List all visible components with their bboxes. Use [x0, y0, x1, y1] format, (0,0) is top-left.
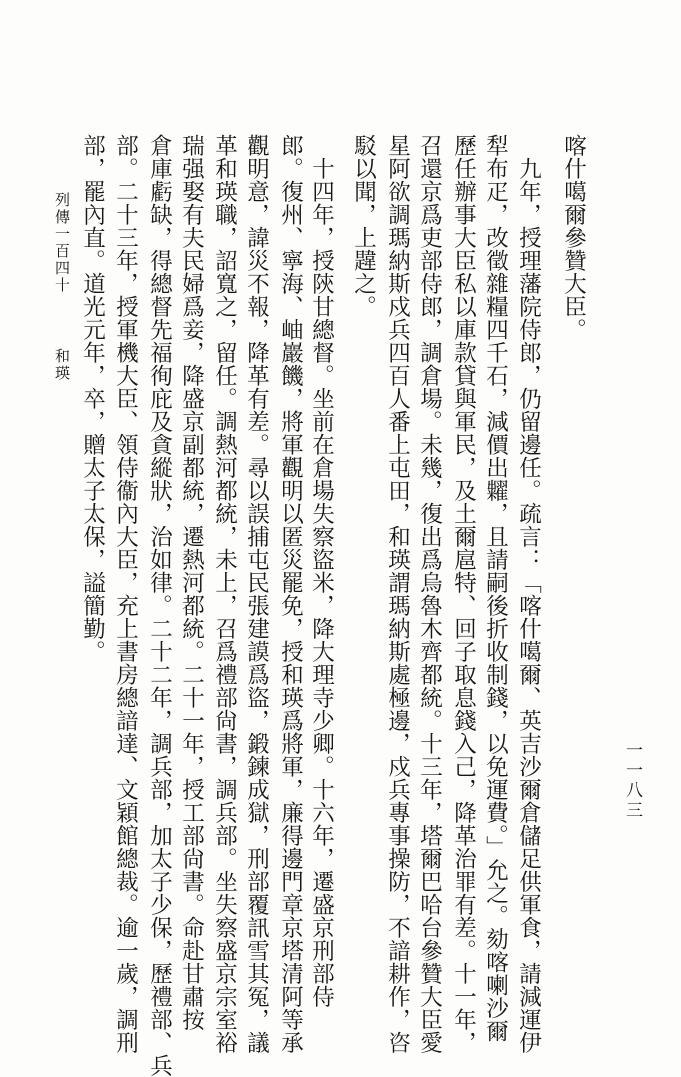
text-column-8: 十四年，授陝甘總督。坐前在倉場失察盜米，降大理寺少卿。十六年，遷盛京刑部侍	[308, 157, 335, 1008]
running-footer-name: 和瑛	[53, 348, 71, 382]
text-column-10: 觀明意，諱災不報，降革有差。尋以誤捕屯民張建謨爲盜，鍛鍊成獄，刑部覆訊雪其冤，議	[243, 134, 270, 1054]
text-column-1: 喀什噶爾參贊大臣。	[560, 134, 587, 341]
text-column-4: 歷任辦事大臣私以庫款貸與軍民，及土爾扈特、回子取息錢入己，降革治罪有差。十一年，	[450, 134, 477, 1054]
text-column-12: 瑞强娶有夫民婦爲妾，降盛京副都統，遷熱河都統。二十一年，授工部尙書。命赴甘肅按	[178, 134, 205, 1031]
text-column-14: 部。二十三年，授軍機大臣、領侍衞內大臣，充上書房總諳達、文穎館總裁。逾一歲，調刑	[112, 134, 139, 1054]
text-column-2: 九年，授理藩院侍郎，仍留邊任。疏言：「喀什噶爾、英吉沙爾倉儲足供軍食，請減運伊	[515, 157, 542, 1054]
page-number: 一一八三	[622, 741, 642, 821]
text-column-9: 郎。復州、寧海、岫巖饑，將軍觀明以匿災罷免，授和瑛爲將軍，廉得邊門章京塔清阿等承	[277, 134, 304, 1054]
text-column-11: 革和瑛職，詔寬之，留任。調熱河都統，未上，召爲禮部尙書，調兵部。坐失察盛京宗室裕	[211, 134, 238, 1054]
text-column-7: 駁以聞，上韙之。	[350, 134, 377, 318]
text-column-13: 倉庫虧缺，得總督先福徇庇及貪縱狀，治如律。二十二年，調兵部，加太子少保，歷禮部、兵	[146, 134, 173, 1077]
text-column-15: 部，罷內直。道光元年，卒，贈太子太保，謚簡勤。	[79, 134, 106, 663]
text-column-5: 召還京爲吏部侍郎，調倉場。未幾，復出爲烏魯木齊都統。十三年，塔爾巴哈台參贊大臣愛	[416, 134, 443, 1054]
text-column-3: 犁布疋，改徵雜糧四千石，減價出糶，且請嗣後折收制錢，以免運費。」允之。劾喀喇沙爾	[482, 134, 509, 1043]
running-footer-chapter: 列傳一百四十	[53, 192, 71, 294]
text-column-6: 星阿欲調瑪納斯戍兵四百人番上屯田，和瑛謂瑪納斯處極邊，戍兵專事操防，不諳耕作，咨	[384, 134, 411, 1054]
